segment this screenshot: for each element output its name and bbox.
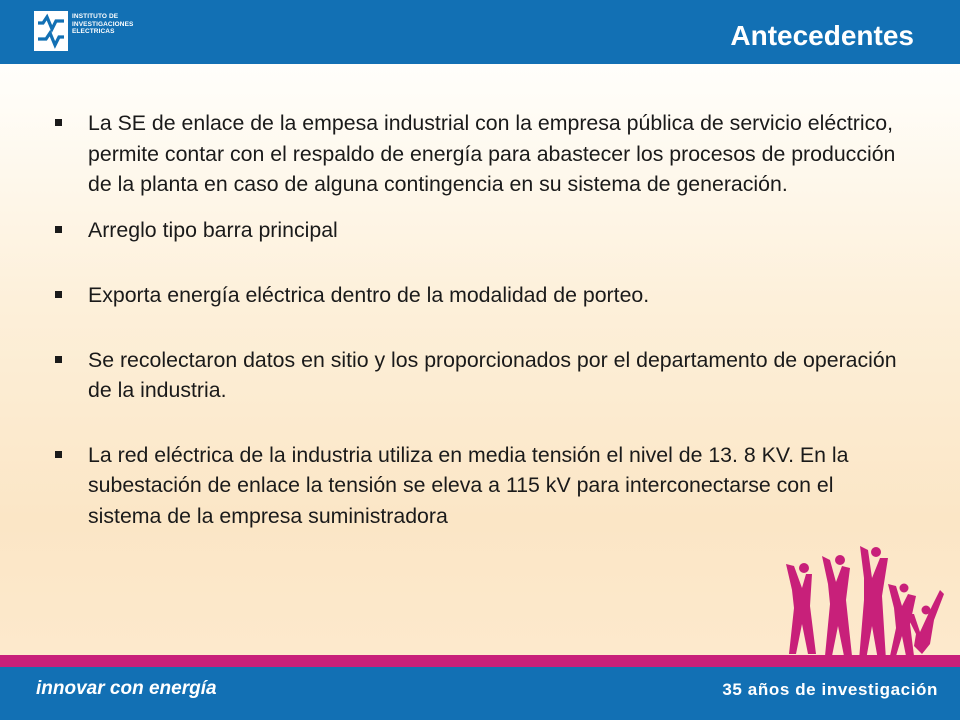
bullet-list	[52, 108, 912, 531]
footer-anniversary: 35 años de investigación	[722, 680, 938, 699]
bullet-text: La red eléctrica de la industria utiliza en media tensión el nivel de 13. 8 KV. En la subestación de enlace la tensión se eleva a 115 kV para interconectarse con el sistema de la empresa suministradora	[88, 442, 849, 528]
header-bar	[0, 0, 960, 64]
bullet-item	[52, 280, 912, 311]
bullet-text: Se recolectaron datos en sitio y los proporcionados por el departamento de operación de la industria.	[88, 347, 897, 402]
bullet-text: Exporta energía eléctrica dentro de la modalidad de porteo.	[88, 283, 650, 307]
square-bullet-icon	[55, 119, 62, 126]
square-bullet-icon	[55, 356, 62, 363]
iie-logo	[34, 11, 174, 55]
magenta-band	[0, 655, 960, 667]
iie-logo-icon	[34, 11, 68, 51]
logo-line-3: ELECTRICAS	[72, 28, 115, 36]
bullet-item	[52, 345, 912, 406]
logo-text	[72, 13, 172, 36]
bullet-item	[52, 215, 912, 246]
bullet-item	[52, 108, 912, 200]
logo-line-2: INVESTIGACIONES	[72, 20, 134, 28]
celebrating-figures-icon	[780, 544, 950, 668]
bullet-text: La SE de enlace de la empesa industrial con la empresa pública de servicio eléctrico, permite contar con el respaldo de energía para abastecer los procesos de producción de la planta en caso de alguna contingencia en su sistema de generación.	[88, 111, 896, 196]
square-bullet-icon	[55, 226, 62, 233]
logo-line-1: INSTITUTO DE	[72, 13, 119, 20]
square-bullet-icon	[55, 291, 62, 298]
slide-title: Antecedentes	[730, 20, 914, 51]
footer-bar	[0, 667, 960, 720]
footer-slogan: innovar con energía	[36, 678, 217, 699]
bullet-item	[52, 440, 912, 532]
bullet-text: Arreglo tipo barra principal	[88, 217, 338, 242]
square-bullet-icon	[55, 451, 62, 458]
